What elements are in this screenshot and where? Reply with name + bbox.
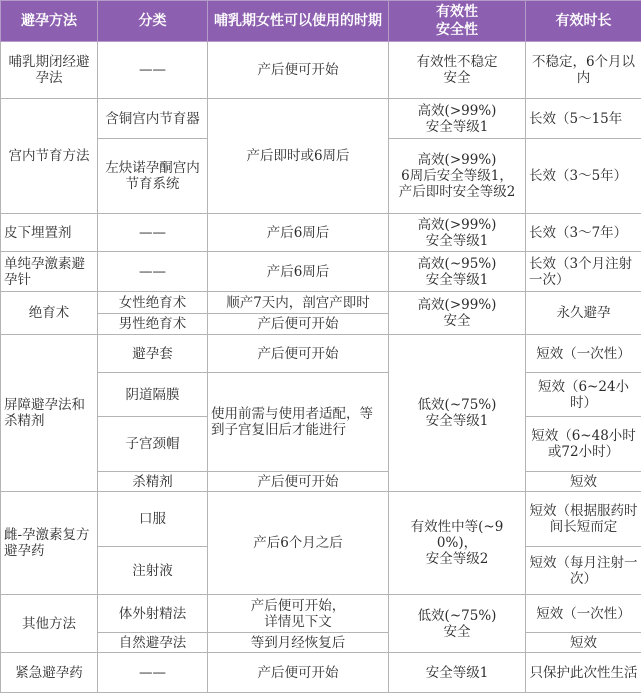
- category-cell: 阴道隔膜: [98, 373, 208, 417]
- period-cell: 产后便可开始: [208, 472, 389, 492]
- period-cell: 产后便可开始: [208, 314, 389, 335]
- method-cell: 紧急避孕药: [1, 653, 98, 693]
- category-cell: 子宫颈帽: [98, 417, 208, 472]
- method-cell: 皮下埋置剂: [1, 214, 98, 252]
- method-cell: 屏障避孕法和杀精剂: [1, 335, 98, 492]
- category-cell: ——: [98, 252, 208, 292]
- period-cell: 产后即时或6周后: [208, 99, 389, 214]
- table-row: [1, 252, 641, 292]
- table-row: [1, 633, 641, 653]
- category-cell: 注射液: [98, 547, 208, 595]
- category-cell: 左炔诺孕酮宫内节育系统: [98, 139, 208, 214]
- category-cell: ——: [98, 653, 208, 693]
- method-cell: 雌-孕激素复方避孕药: [1, 492, 98, 595]
- category-cell: 避孕套: [98, 335, 208, 373]
- duration-cell: 短效（根据服药时间长短而定: [526, 492, 641, 547]
- effectiveness-cell: 高效(>99%) 安全: [389, 292, 526, 335]
- effectiveness-cell: 低效(~75%) 安全等级1: [389, 335, 526, 492]
- category-cell: ——: [98, 214, 208, 252]
- period-cell: 等到月经恢复后: [208, 633, 389, 653]
- period-cell: 产后6周后: [208, 214, 389, 252]
- header-category: 分类: [98, 1, 208, 42]
- category-cell: 女性绝育术: [98, 292, 208, 314]
- duration-cell: 短效（一次性）: [526, 595, 641, 633]
- period-cell: 产后便可开始: [208, 653, 389, 693]
- effectiveness-cell: 有效性不稳定 安全: [389, 42, 526, 99]
- period-cell: 产后6周后: [208, 252, 389, 292]
- category-cell: 体外射精法: [98, 595, 208, 633]
- duration-cell: 长效（3～5年）: [526, 139, 641, 214]
- effectiveness-cell: 低效(~75%) 安全: [389, 595, 526, 653]
- category-cell: 杀精剂: [98, 472, 208, 492]
- method-cell: 绝育术: [1, 292, 98, 335]
- method-cell: 单纯孕激素避孕针: [1, 252, 98, 292]
- effectiveness-cell: 安全等级1: [389, 653, 526, 693]
- table-row: [1, 292, 641, 314]
- period-cell: 产后便可开始: [208, 42, 389, 99]
- method-cell: 哺乳期闭经避孕法: [1, 42, 98, 99]
- header-effectiveness: 有效性 安全性: [389, 1, 526, 42]
- duration-cell: 短效: [526, 472, 641, 492]
- table-row: [1, 595, 641, 633]
- table-row: [1, 214, 641, 252]
- duration-cell: 只保护此次性生活: [526, 653, 641, 693]
- table-header-row: [1, 1, 641, 42]
- duration-cell: 短效: [526, 633, 641, 653]
- period-cell: 使用前需与使用者适配，等到子宫复旧后才能进行: [208, 373, 389, 472]
- table-row: [1, 492, 641, 547]
- duration-cell: 永久避孕: [526, 292, 641, 335]
- effectiveness-cell: 高效(~95%) 安全等级1: [389, 252, 526, 292]
- header-method: 避孕方法: [1, 1, 98, 42]
- category-cell: 自然避孕法: [98, 633, 208, 653]
- duration-cell: 长效（3～7年）: [526, 214, 641, 252]
- table-row: [1, 653, 641, 693]
- table-row: [1, 472, 641, 492]
- duration-cell: 短效（一次性）: [526, 335, 641, 373]
- effectiveness-cell: 高效(>99%) 6周后安全等级1， 产后即时安全等级2: [389, 139, 526, 214]
- duration-cell: 长效（3个月注射一次）: [526, 252, 641, 292]
- duration-cell: 不稳定，6个月以内: [526, 42, 641, 99]
- duration-cell: 短效（6~24小时）: [526, 373, 641, 417]
- header-duration: 有效时长: [526, 1, 641, 42]
- category-cell: ——: [98, 42, 208, 99]
- effectiveness-cell: 有效性中等(~90%)， 安全等级2: [389, 492, 526, 595]
- period-cell: 顺产7天内，剖宫产即时: [208, 292, 389, 314]
- duration-cell: 短效（每月注射一次）: [526, 547, 641, 595]
- effectiveness-cell: 高效(>99%) 安全等级1: [389, 99, 526, 139]
- category-cell: 口服: [98, 492, 208, 547]
- method-cell: 宫内节育方法: [1, 99, 98, 214]
- category-cell: 含铜宫内节育器: [98, 99, 208, 139]
- period-cell: 产后便可开始: [208, 335, 389, 373]
- duration-cell: 长效（5～15年: [526, 99, 641, 139]
- table-row: [1, 99, 641, 139]
- method-cell: 其他方法: [1, 595, 98, 653]
- effectiveness-cell: 高效(>99%) 安全等级1: [389, 214, 526, 252]
- header-period: 哺乳期女性可以使用的时期: [208, 1, 389, 42]
- table-row: [1, 335, 641, 373]
- table-row: [1, 42, 641, 99]
- period-cell: 产后6个月之后: [208, 492, 389, 595]
- table-row: [1, 373, 641, 417]
- duration-cell: 短效（6~48小时或72小时）: [526, 417, 641, 472]
- category-cell: 男性绝育术: [98, 314, 208, 335]
- period-cell: 产后便可开始， 详情见下文: [208, 595, 389, 633]
